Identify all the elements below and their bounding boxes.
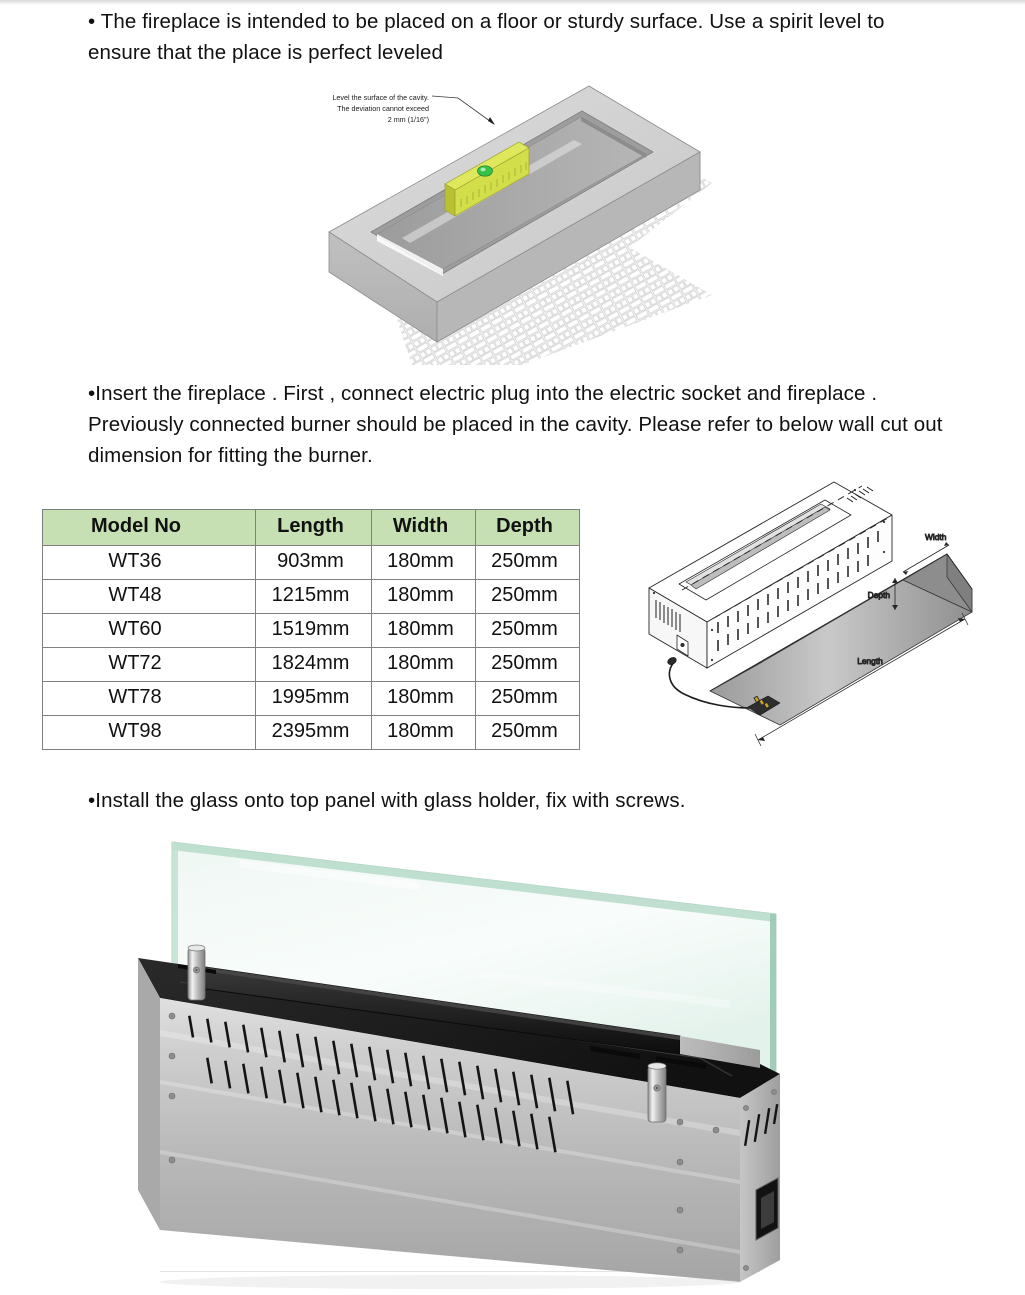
cell-model: WT60 — [43, 614, 256, 648]
callout-line-3: 2 mm (1/16") — [387, 115, 429, 124]
table-row — [43, 716, 580, 750]
table-row — [43, 614, 580, 648]
burner-cutout-dimension-diagram — [622, 472, 1020, 750]
column-header-width: Width — [372, 510, 476, 546]
dimension-label-depth: Depth — [867, 590, 890, 600]
cavity-leveling-diagram — [282, 80, 712, 365]
cell-width: 180mm — [372, 546, 476, 580]
table-row — [43, 580, 580, 614]
cell-depth: 250mm — [476, 580, 580, 614]
table-header-row — [43, 510, 580, 546]
cell-length: 1519mm — [256, 614, 372, 648]
cell-length: 1824mm — [256, 648, 372, 682]
cell-model: WT36 — [43, 546, 256, 580]
callout-line-1: Level the surface of the cavity. — [332, 93, 429, 102]
dimension-label-length: Length — [857, 656, 883, 666]
model-dimensions-table-container — [42, 509, 579, 750]
dimension-label-width: Width — [925, 532, 947, 542]
table-row — [43, 682, 580, 716]
instruction-paragraph-leveling: • The fireplace is intended to be placed on a floor or sturdy surface. Use a spirit level to ensure that the place is perfect leveled — [88, 10, 885, 64]
cell-length: 903mm — [256, 546, 372, 580]
column-header-depth: Depth — [476, 510, 580, 546]
cell-length: 2395mm — [256, 716, 372, 750]
cell-length: 1215mm — [256, 580, 372, 614]
cell-width: 180mm — [372, 580, 476, 614]
burner-with-glass-photo — [120, 830, 820, 1290]
cell-depth: 250mm — [476, 546, 580, 580]
cell-length: 1995mm — [256, 682, 372, 716]
table-row — [43, 648, 580, 682]
cell-width: 180mm — [372, 682, 476, 716]
cell-width: 180mm — [372, 716, 476, 750]
instruction-paragraph-insert-fireplace: •Insert the fireplace . First , connect electric plug into the electric socket and fireplace . Previously connected burner should be placed in the cavity. Please refer to below wall cut out dimension for fitting the burner. — [88, 382, 943, 467]
cell-width: 180mm — [372, 648, 476, 682]
page-top-edge — [0, 0, 1025, 5]
callout-line-2: The deviation cannot exceed — [337, 104, 429, 113]
column-header-length: Length — [256, 510, 372, 546]
bubble-vial — [478, 166, 493, 176]
level-callout — [332, 93, 495, 125]
cell-model: WT48 — [43, 580, 256, 614]
column-header-model-no: Model No — [43, 510, 256, 546]
cell-depth: 250mm — [476, 648, 580, 682]
cell-depth: 250mm — [476, 716, 580, 750]
cell-depth: 250mm — [476, 614, 580, 648]
model-dimensions-table — [42, 509, 580, 750]
cell-model: WT78 — [43, 682, 256, 716]
cell-model: WT98 — [43, 716, 256, 750]
instruction-paragraph-install-glass: •Install the glass onto top panel with glass holder, fix with screws. — [88, 789, 686, 812]
cell-width: 180mm — [372, 614, 476, 648]
glass-holder-left — [188, 945, 205, 1000]
steel-end-face — [740, 1074, 780, 1282]
table-row — [43, 546, 580, 580]
cell-model: WT72 — [43, 648, 256, 682]
glass-holder-right — [648, 1063, 666, 1122]
cell-depth: 250mm — [476, 682, 580, 716]
